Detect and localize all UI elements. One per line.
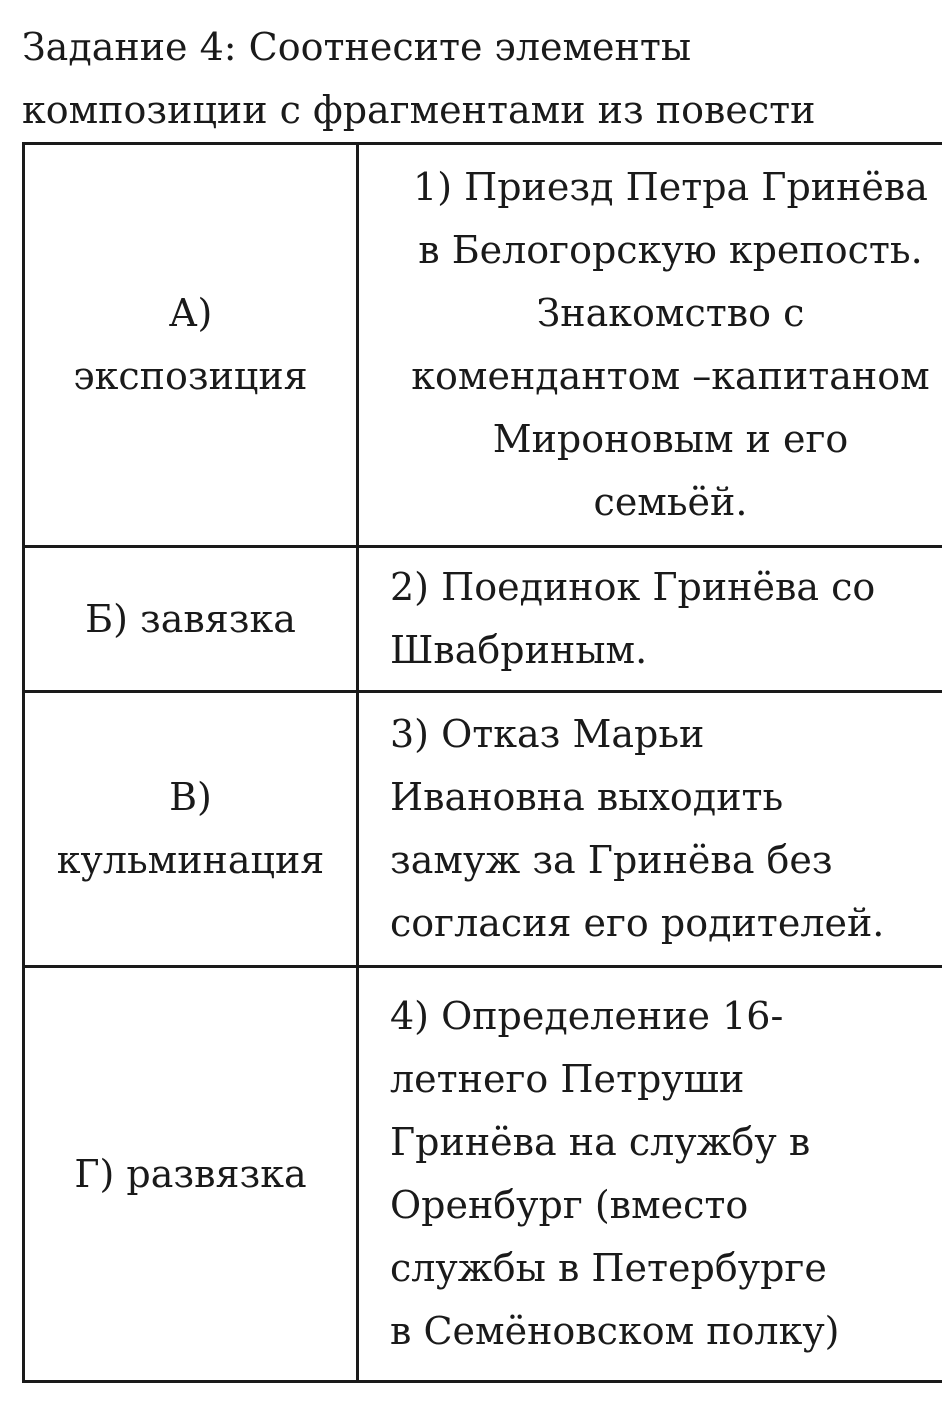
story-fragment-text: согласия его родителей. [390,901,885,945]
story-fragment-text: 2) Поединок Гринёва со [390,565,876,609]
story-fragment-cell [358,144,942,547]
composition-element-label: экспозиция [73,354,308,398]
story-fragment-text: Мироновым и его [492,417,849,461]
task-title-line-2: композиции с фрагментами из повести [22,88,816,132]
matching-table [22,142,942,1383]
composition-element-label: Г) развязка [74,1151,307,1196]
composition-element-cell [24,547,358,692]
story-fragment-text: 3) Отказ Марьи [390,712,705,756]
story-fragment-text: Ивановна выходить [390,775,784,819]
story-fragment-text: 4) Определение 16- [390,994,784,1038]
story-fragment-text: летнего Петруши [390,1057,745,1101]
table-row [24,547,942,692]
story-fragment-text: Швабриным. [390,628,648,672]
composition-element-label: кульминация [56,838,325,882]
composition-element-cell [24,967,358,1382]
story-fragment-text: 1) Приезд Петра Гринёва [413,165,928,209]
table-row [24,692,942,967]
task-title [22,16,922,142]
story-fragment-text: Оренбург (вместо [390,1183,749,1227]
composition-element-cell [24,144,358,547]
story-fragment-text: в Белогорскую крепость. [418,228,923,272]
composition-element-label: В) [169,775,212,819]
story-fragment-text: в Семёновском полку) [390,1309,840,1353]
composition-element-label: А) [168,291,213,335]
story-fragment-text: семьёй. [593,480,748,524]
table-row [24,967,942,1382]
story-fragment-text: Знакомство с [536,291,805,335]
story-fragment-cell [358,967,942,1382]
table-row [24,144,942,547]
composition-element-cell [24,692,358,967]
story-fragment-text: службы в Петербурге [390,1246,827,1290]
task-title-line-1: Задание 4: Соотнесите элементы [22,25,692,69]
story-fragment-text: замуж за Гринёва без [390,838,833,882]
story-fragment-cell [358,692,942,967]
composition-element-label: Б) завязка [85,596,296,641]
story-fragment-cell [358,547,942,692]
story-fragment-text: Гринёва на службу в [390,1120,811,1164]
story-fragment-text: комендантом –капитаном [411,354,930,398]
